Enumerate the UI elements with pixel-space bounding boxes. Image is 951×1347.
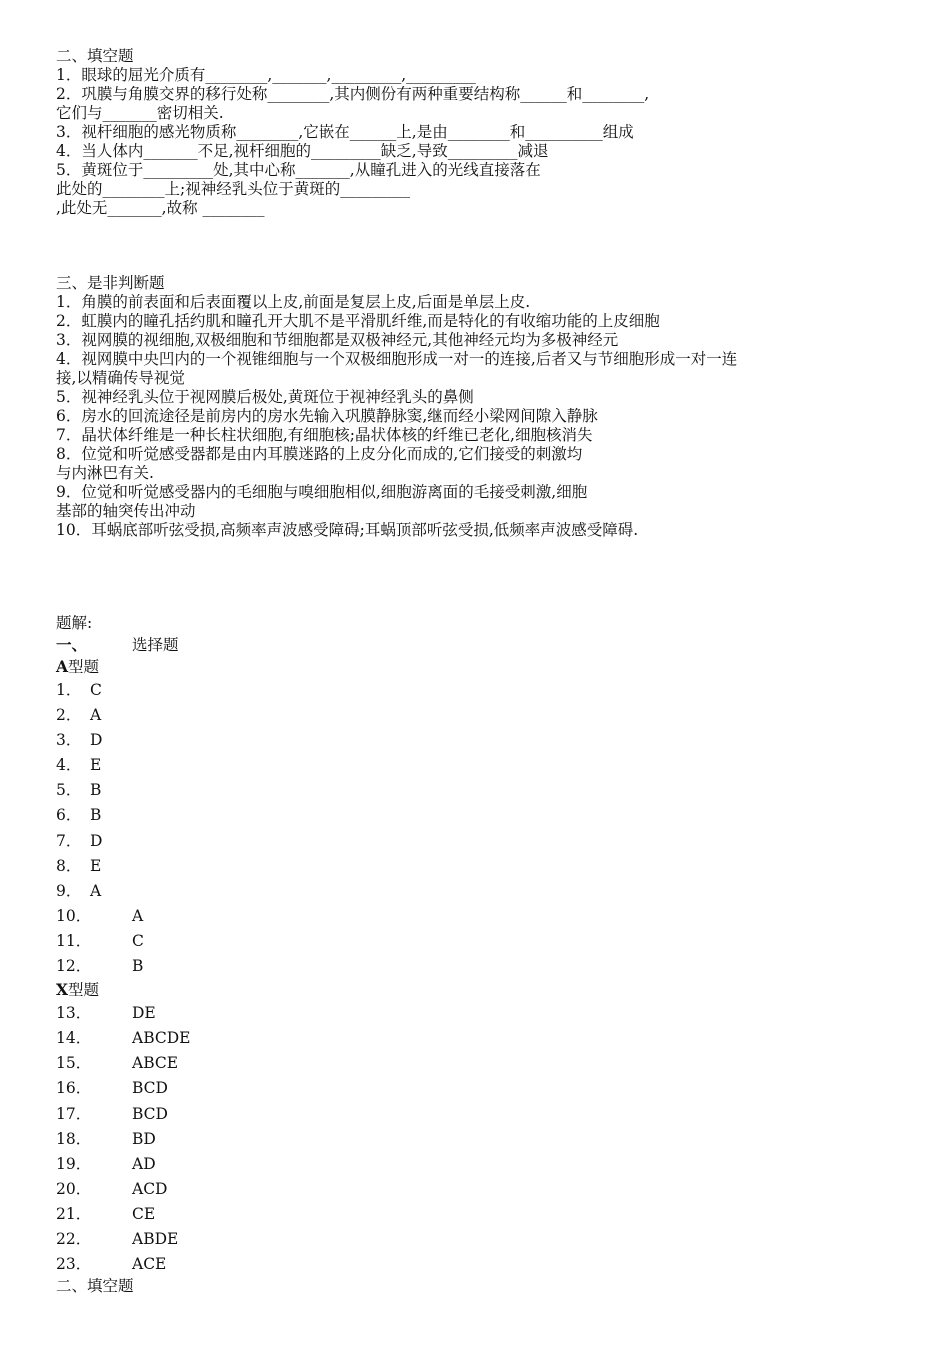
answer-value: ABCDE (132, 1029, 191, 1048)
answer-row (56, 728, 936, 753)
judgment-questions (56, 293, 936, 540)
answer-row (56, 1127, 936, 1152)
question-line: 9．位觉和听觉感受器内的毛细胞与嗅细胞相似,细胞游离面的毛接受刺激,细胞 (56, 483, 588, 501)
answer-number: 15． (56, 1054, 92, 1073)
question-line: 3．视网膜的视细胞,双极细胞和节细胞都是双极神经元,其他神经元均为多极神经元 (56, 331, 619, 349)
answer-value: ABDE (132, 1229, 179, 1248)
question-line: 此处的________上;视神经乳头位于黄斑的_________ (56, 180, 410, 198)
answer-number: 19． (56, 1154, 92, 1173)
answer-number: 22． (56, 1229, 92, 1248)
answer-number: 11． (56, 931, 92, 950)
question-line: 8．位觉和听觉感受器都是由内耳膜迷路的上皮分化而成的,它们接受的刺激均 (56, 445, 583, 463)
answer-number: 12． (56, 957, 92, 976)
answer-row (56, 904, 936, 929)
type-x-letter: X (56, 980, 69, 1000)
answer-value: DE (132, 1004, 156, 1023)
answer-value: CE (132, 1204, 156, 1223)
question-line: ,此处无_______,故称 ________ (56, 199, 265, 217)
answer-row (56, 829, 936, 854)
type-x-answer-list (56, 1001, 936, 1277)
answer-value: D (90, 731, 103, 750)
answer-value: E (90, 856, 102, 875)
answer-number: 9． (56, 881, 82, 900)
question-line: 7．晶状体纤维是一种长柱状细胞,有细胞核;晶状体核的纤维已老化,细胞核消失 (56, 426, 593, 444)
question-line: 5．视神经乳头位于视网膜后极处,黄斑位于视神经乳头的鼻侧 (56, 388, 474, 406)
answer-row (56, 879, 936, 904)
answer-number: 18． (56, 1129, 92, 1148)
type-a-letter: A (56, 657, 69, 676)
answer-value: B (90, 781, 102, 800)
judgment-section (56, 274, 936, 540)
answer-row (56, 929, 936, 954)
answer-row (56, 703, 936, 728)
choice-heading-text: 选择题 (132, 636, 179, 654)
answer-value: B (132, 957, 144, 976)
answer-row (56, 1202, 936, 1227)
answer-number: 13． (56, 1004, 92, 1023)
answer-value: ACD (132, 1179, 168, 1198)
answer-row (56, 1051, 936, 1076)
choice-heading-number: 一、 (56, 635, 88, 654)
section-heading: 二、填空题 (56, 47, 134, 65)
answer-number: 20． (56, 1179, 92, 1198)
answer-value: A (132, 906, 144, 925)
answer-number: 21． (56, 1204, 92, 1223)
answer-value: ABCE (132, 1054, 179, 1073)
answer-value: BCD (132, 1079, 168, 1098)
answer-number: 4． (56, 756, 82, 775)
answer-value: BCD (132, 1104, 168, 1123)
question-line: 10．耳蜗底部听弦受损,高频率声波感受障碍;耳蜗顶部听弦受损,低频率声波感受障碍. (56, 521, 639, 539)
answer-number: 23． (56, 1255, 92, 1274)
question-line: 2．巩膜与角膜交界的移行处称________,其内侧份有两种重要结构称______和________, (56, 85, 650, 103)
type-x-heading (56, 979, 936, 1001)
question-line: 6．房水的回流途径是前房内的房水先输入巩膜静脉窦,继而经小梁网间隙入静脉 (56, 407, 598, 425)
choice-heading (56, 634, 936, 656)
final-section-heading: 二、填空题 (56, 1277, 134, 1296)
question-line: 3．视杆细胞的感光物质称________,它嵌在______上,是由________和__________组成 (56, 123, 634, 141)
answer-value: BD (132, 1129, 156, 1148)
type-a-answer-list (56, 678, 936, 979)
type-a-suffix: 型题 (68, 658, 100, 676)
answer-row (56, 778, 936, 803)
answer-row (56, 1076, 936, 1101)
answer-row (56, 1252, 936, 1277)
answer-row (56, 753, 936, 778)
answer-value: A (90, 881, 102, 900)
answer-row (56, 678, 936, 703)
question-line: 接,以精确传导视觉 (56, 369, 185, 387)
question-line: 5．黄斑位于_________处,其中心称_______,从瞳孔进入的光线直接落在 (56, 161, 541, 179)
question-line: 基部的轴突传出冲动 (56, 502, 196, 520)
answer-value: A (90, 706, 102, 725)
answer-row (56, 1026, 936, 1051)
answer-value: D (90, 831, 103, 850)
fill-blank-section (56, 47, 936, 218)
answer-value: E (90, 756, 102, 775)
answer-number: 17． (56, 1104, 92, 1123)
answer-number: 2． (56, 706, 82, 725)
answer-row (56, 803, 936, 828)
answer-number: 14． (56, 1029, 92, 1048)
fill-blank-questions (56, 66, 936, 218)
section-heading: 三、是非判断题 (56, 274, 165, 292)
answer-row (56, 1152, 936, 1177)
answer-value: B (90, 806, 102, 825)
question-line: 与内淋巴有关. (56, 464, 154, 482)
question-line: 2．虹膜内的瞳孔括约肌和瞳孔开大肌不是平滑肌纤维,而是特化的有收缩功能的上皮细胞 (56, 312, 660, 330)
answer-number: 16． (56, 1079, 92, 1098)
answer-number: 1． (56, 681, 82, 699)
question-line: 1．眼球的屈光介质有________,_______,_________,_________ (56, 66, 476, 84)
question-line: 4．视网膜中央凹内的一个视锥细胞与一个双极细胞形成一对一的连接,后者又与节细胞形成一对一连 (56, 350, 738, 368)
type-a-heading (56, 656, 936, 678)
answer-row (56, 954, 936, 979)
answer-row (56, 1227, 936, 1252)
type-x-suffix: 型题 (68, 981, 100, 1000)
answer-number: 8． (56, 856, 82, 875)
question-line: 它们与_______密切相关. (56, 104, 224, 122)
answer-row (56, 1102, 936, 1127)
answer-row (56, 1001, 936, 1026)
answer-value: C (132, 931, 144, 950)
answer-number: 6． (56, 806, 82, 825)
question-line: 1．角膜的前表面和后表面覆以上皮,前面是复层上皮,后面是单层上皮. (56, 293, 531, 311)
answers-heading: 题解: (56, 614, 93, 632)
answer-number: 7． (56, 831, 82, 850)
answer-value: AD (132, 1154, 156, 1173)
answers-section (56, 612, 936, 1296)
answer-number: 10． (56, 906, 92, 925)
answer-value: C (90, 681, 102, 699)
answer-value: ACE (132, 1255, 167, 1274)
answer-row (56, 854, 936, 879)
answer-row (56, 1177, 936, 1202)
answer-number: 5． (56, 781, 82, 800)
answer-number: 3． (56, 731, 82, 750)
question-line: 4．当人体内_______不足,视杆细胞的_________缺乏,导致_________减退 (56, 142, 549, 160)
